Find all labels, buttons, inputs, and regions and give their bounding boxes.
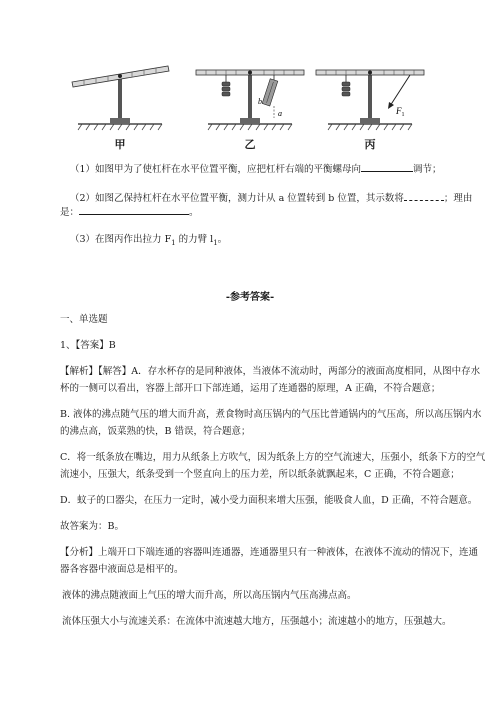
part-title: 一、单选题 bbox=[60, 314, 108, 325]
analysis-a-line-2: 杯的一侧可以看出，容器上部开口下部连通，运用了连通器的原理，A 正确，不符合题意； bbox=[60, 383, 441, 394]
answer-section-title: -参考答案- bbox=[225, 292, 275, 303]
figure-jia bbox=[60, 52, 180, 151]
fenxi-line-1: 【分析】上端开口下端连通的容器叫连通器，连通器里只有一种液体，在液体不流动的情况下，连通 bbox=[60, 547, 479, 558]
figure-yi bbox=[190, 52, 310, 151]
figure-label-jia: 甲 bbox=[114, 138, 126, 151]
answer-item-1: 1、【答案】B bbox=[60, 340, 116, 351]
fenxi-line-4: 流体压强大小与流速关系：在流体中流速越大地方，压强越小；流速越小的地方，压强越大。 bbox=[62, 616, 452, 627]
analysis-a-line-1: 【解析】【解答】A．存水杯存的是同种液体，当液体不流动时，两部分的液面高度相同，从图中存水 bbox=[60, 366, 481, 377]
figure-label-bing: 丙 bbox=[364, 138, 376, 151]
lever-tilted-diagram bbox=[60, 52, 180, 134]
analysis-c-line-2: 流速小，压强大，纸条受到一个竖直向上的压力差，所以纸条就飘起来，C 正确，不符合题意； bbox=[60, 469, 460, 480]
analysis-c-line-1: C．将一纸条放在嘴边，用力从纸条上方吹气，因为纸条上方的空气流速大，压强小，纸条下方的空气 bbox=[60, 452, 486, 463]
answer-blank-2[interactable] bbox=[404, 191, 444, 201]
analysis-d-line-1: D．蚊子的口器尖，在压力一定时，减小受力面积来增大压强，能吸食人血，D 正确，不符合题意。 bbox=[60, 495, 478, 506]
question-3: （3）在图丙作出拉力 $F_1$ 的力臂 $l_1$。 bbox=[70, 234, 228, 247]
question-2-reason: 是： 。 bbox=[60, 207, 199, 218]
figure-row bbox=[60, 52, 440, 157]
lever-spring-scale-diagram bbox=[190, 52, 310, 134]
analysis-b-line-1: B. 液体的沸点随气压的增大而升高，煮食物时高压锅内的气压比普通锅内的气压高，所以高压锅内水 bbox=[60, 409, 482, 420]
question-1: （1）如图甲为了使杠杆在水平位置平衡，应把杠杆右端的平衡螺母向 调节； bbox=[70, 164, 442, 175]
question-2: （2）如图乙保持杠杆在水平位置平衡，测力计从 a 位置转到 b 位置，其示数将 ；理由 bbox=[70, 193, 473, 204]
point-a-label: a bbox=[278, 109, 282, 118]
point-b-label: b bbox=[258, 97, 262, 106]
analysis-b-line-2: 的沸点高，饭菜熟的快，B 错误，符合题意； bbox=[60, 426, 251, 437]
lever-force-diagram bbox=[310, 52, 430, 134]
figure-label-yi: 乙 bbox=[244, 138, 256, 151]
figure-bing bbox=[310, 52, 430, 151]
force-label: $F_1$ bbox=[396, 106, 405, 118]
fenxi-line-2: 器各容器中液面总是相平的。 bbox=[60, 564, 184, 575]
answer-blank-1[interactable] bbox=[361, 162, 413, 172]
answer-blank-3[interactable] bbox=[79, 205, 189, 215]
fenxi-line-3: 液体的沸点随液面上气压的增大而升高，所以高压锅内气压高沸点高。 bbox=[62, 590, 357, 601]
conclusion: 故答案为：B。 bbox=[60, 521, 124, 532]
